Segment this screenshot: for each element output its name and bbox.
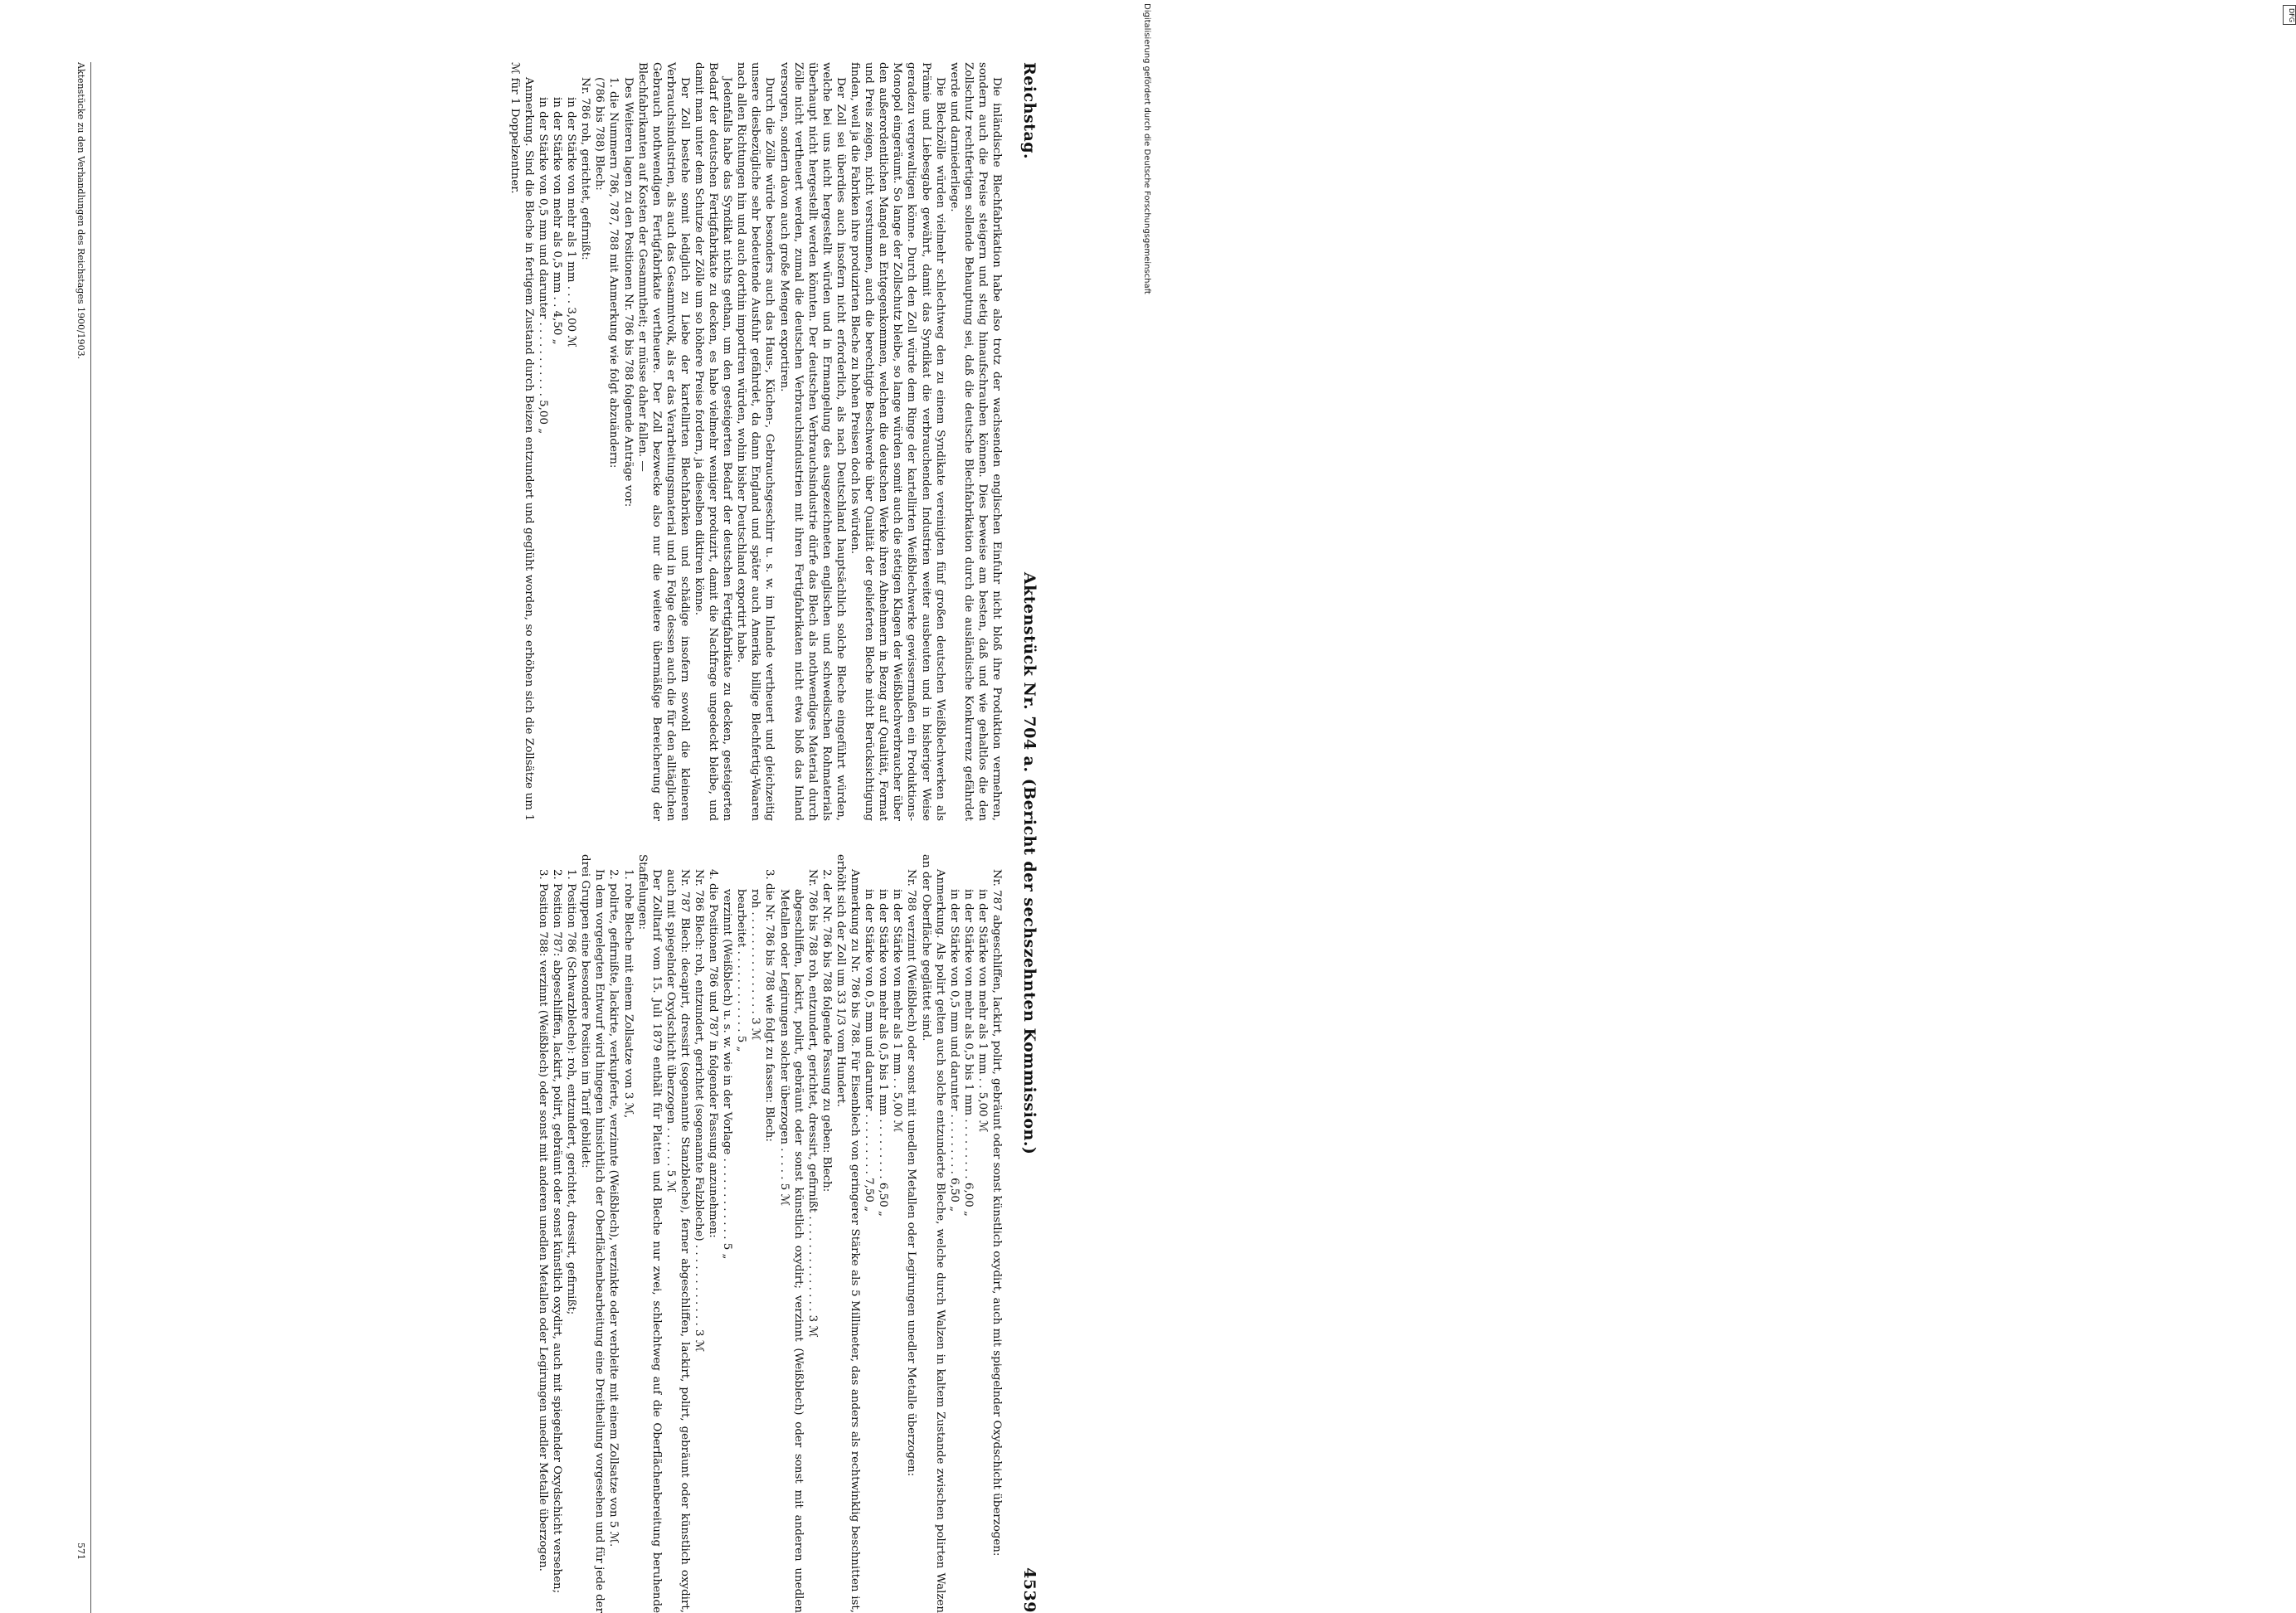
paragraph: 3. die Nr. 786 bis 788 wie folgt zu fassen: Blech: bbox=[763, 869, 776, 1142]
paragraph: Nr. 786 bis 788 roh, entzundert, gerichtet, dressirt, gefirnißt . . . . . . . . . . . . . . 3 ℳ bbox=[805, 869, 819, 1338]
scanned-page bbox=[0, 0, 1039, 1613]
running-header bbox=[1015, 62, 1043, 1613]
paragraph: In dem vorgelegten Entwurf wird hingegen hinsichtlich der Oberflächenbearbeitung eine Dreitheilung vorgesehen und für jede der drei Gruppen eine besondere Position im Tarif gebildet: bbox=[579, 854, 606, 1613]
paragraph: verzinnt (Weißblech) u. s. w. wie in der Vorlage . . . . . . . . . . . . 5 „ bbox=[721, 889, 734, 1260]
rotated-print-area bbox=[17, 0, 1095, 1613]
digitization-note: Digitalisierung gefördert durch die Deutsche Forschungsgemeinschaft bbox=[1142, 3, 1151, 294]
paragraph: Anmerkung. Als polirt gelten auch solche entzunderte Bleche, welche durch Walzen in kaltem Zustande zwischen polirten Walzen an der Oberfläche geglättet sind. bbox=[919, 854, 946, 1613]
paragraph: (786 bis 788) Blech: bbox=[593, 77, 606, 191]
paragraph: 1. Position 786 (Schwarzbleche): roh, entzundert, gerichtet, dressirt, gefirnißt; bbox=[565, 869, 578, 1315]
folio-number: 571 bbox=[75, 1543, 86, 1560]
paragraph: 2. Position 787: abgeschliffen, lackirt, polirt, gebräunt oder sonst künstlich oxydirt, auch mit spiegelnder Oxydschicht versehen; bbox=[551, 869, 564, 1594]
paragraph: Jedenfalls habe das Syndikat nichts gethan, um den gesteigerten Bedarf der deutschen Fertigfabrikate zu decken, gesteigerten Bedarf der deutschen Fertigfabrikate zu decken, es habe vielmehr weniger produzirt, damit die Nachfrage ungedeckt bleibe, und damit man unter dem Schutze der Zölle um so höhere Preise fordern, ja dieselben diktiren könne. bbox=[693, 62, 734, 821]
page-number: 4539 bbox=[1020, 1567, 1039, 1613]
paragraph: Nr. 786 Blech: roh, entzundert, gerichtet (sogenannte Falzbleche) . . . . . . . . . . . . 3 ℳ bbox=[693, 869, 706, 1353]
paragraph: 4. die Positionen 786 und 787 in folgender Fassung anzunehmen: bbox=[707, 869, 720, 1238]
paragraph: in der Stärke von mehr als 0,5 bis 1 mm . . . . . . . . . 6,00 „ bbox=[961, 889, 975, 1217]
paragraph: Anmerkung zu Nr. 786 bis 788. Für Eisenblech von geringerer Stärke als 5 Millimeter, das anders als rechtwinklig beschnitten ist, erhöht sich der Zoll um 33 1/3 vom Hundert. bbox=[834, 854, 862, 1613]
side-strip bbox=[1138, 0, 2295, 829]
paragraph: 1. rohe Bleche mit einem Zollsatze von 3 ℳ, bbox=[621, 869, 635, 1119]
header-title: Aktenstück Nr. 704 a. (Bericht der sechszehnten Kommission.) bbox=[1020, 571, 1039, 1155]
left-column bbox=[100, 62, 1004, 821]
footer-source: Aktenstücke zu den Verhandlungen des Reichstages 1900/1903. bbox=[75, 62, 86, 360]
right-column bbox=[100, 854, 1004, 1613]
paragraph: bearbeitet . . . . . . . . . . . . 5 „ bbox=[735, 889, 748, 1052]
header-left: Reichstag. bbox=[1020, 62, 1039, 160]
paragraph: in der Stärke von 0,5 mm und darunter . . . . . . . . . . . 5,00 „ bbox=[537, 97, 549, 435]
paragraph: 2. polirte, gefirnißte, lackirte, verkupferte, verzinnte (Weißblech), verzinkte oder verbleite mit einem Zollsatze von 5 ℳ. bbox=[607, 869, 620, 1547]
paragraph: Anmerkung. Sind die Bleche in fertigem Zustand durch Beizen entzundert und geglüht worden, so erhöhen sich die Zollsätze um 1 ℳ für 1 Doppelzentner. bbox=[508, 62, 535, 821]
paragraph: Nr. 787 abgeschliffen, lackirt, polirt, gebräunt oder sonst künstlich oxydirt, auch mit spiegelnder Oxydschicht überzogen: bbox=[990, 869, 1003, 1557]
paragraph: Nr. 787 Blech: decapirt, dressirt (sogenannte Stanzbleche), ferner abgeschliffen, lackirt, polirt, gebräunt oder künstlich oxydirt, auch mit spiegelnder Oxydschicht überzogen . . . . . . 5 ℳ bbox=[664, 869, 691, 1613]
footer-rule bbox=[90, 62, 91, 1613]
paragraph: Des Weiteren lagen zu den Positionen Nr. 786 bis 788 folgende Anträge vor: bbox=[621, 77, 635, 508]
paragraph: in der Stärke von 0,5 mm und darunter . . . . . . . . . 6,50 „ bbox=[947, 889, 961, 1212]
paragraph: in der Stärke von 0,5 mm und darunter . . . . . . . . . 7,50 „ bbox=[863, 889, 876, 1212]
dfg-logo: DFG bbox=[2283, 5, 2296, 25]
paragraph: in der Stärke von mehr als 0,5 bis 1 mm . . . . . . . . . 6,50 „ bbox=[877, 889, 890, 1217]
paragraph: Nr. 786 roh, gerichtet, gefirnißt: bbox=[579, 77, 592, 260]
paragraph: Der Zoll sei überdies auch insofern nicht erforderlich, als nach Deutschland hauptsächlich solche Bleche eingeführt würden, welche bei uns nicht hergestellt würden und in Ermangelung des ausgezeichneten englischen und schwedischen Rohmaterials überhaupt nicht hergestellt werden könnten. Der deutschen Verbrauchsindustrie dürfe das Blech als nothwendiges Material durch Zölle nicht vertheuert werden, zumal die deutschen Verbrauchsindustrien mit ihren Fertigfabrikaten nicht etwa bloß das Inland versorgen, sondern davon auch große Mengen exportiren. bbox=[777, 62, 847, 821]
footer bbox=[75, 62, 86, 1613]
paragraph: roh . . . . . . . . . . . . . . . 3 ℳ bbox=[749, 889, 762, 1041]
paragraph: 3. Position 788: verzinnt (Weißblech) oder sonst mit anderen unedlen Metallen oder Legirungen unedler Metalle überzogen. bbox=[537, 869, 549, 1572]
paragraph: Der Zolltarif vom 15. Juli 1879 enthält für Platten und Bleche nur zwei, schlechtweg auf die Oberflächenbereitung beruhende Staffelungen: bbox=[635, 854, 663, 1613]
paragraph: abgeschliffen, lackirt, polirt, gebräunt oder sonst künstlich oxydirt; verzinnt (Weißblech) oder sonst mit anderen unedlen Metallen oder Legirungen solcher überzogen . . . . . 5 ℳ bbox=[777, 889, 805, 1613]
paragraph: 1. die Nummern 786, 787, 788 mit Anmerkung wie folgt abzuändern: bbox=[607, 77, 620, 469]
paragraph: Der Zoll bestehe somit lediglich zu Liebe der kartellirten Blechfabriken und schädige insofern sowohl die kleineren Verbrauchsindustrien, als auch das Gesammtvolk, als er das Verarbeitungsmaterial und in Folge dessen auch die für den alltäglichen Gebrauch nothwendigen Fertigfabrikate vertheuere. Der Zoll bezwecke also nur die weitere übermäßige Bereicherung der Blechfabrikanten auf Kosten der Gesammtheit; er müsse daher fallen. — bbox=[635, 62, 691, 821]
text-columns bbox=[100, 62, 1004, 1613]
paragraph: Die inländische Blechfabrikation habe also trotz der wachsenden englischen Einfuhr nicht bloß ihre Produktion vermehren, sondern auch die Preise steigern und stetig hinaufschrauben können. Dies beweise am besten, daß und wie gehaltlos die den Zollschutz rechtfertigen sollende Behauptung sei, daß die deutsche Blechfabrikation durch die ausländische Konkurrenz gefährdet werde und darniederliege. bbox=[947, 62, 1003, 821]
paragraph: Durch die Zölle würde besonders auch das Haus-, Küchen-, Gebrauchsgeschirr u. s. w. im Inlande vertheuert und gleichzeitig unsere diesbezügliche sehr bedeutende Ausfuhr gefährdet, da dann England und später auch Amerika billige Blechfertig-Waaren nach allen Richtungen hin und auch dorthin importiren würden, wohin bisher Deutschland exportirt habe. bbox=[735, 62, 776, 821]
paragraph: 2. der Nr. 786 bis 788 folgende Fassung zu geben: Blech: bbox=[820, 869, 833, 1193]
paragraph: Die Blechzölle würden vielmehr schlechtweg den zu einem Syndikate vereinigten fünf großen deutschen Weißblechwerken als Prämie und Liebesgabe gewährt, damit das Syndikat die verbrauchenden Industrien weiter ausbeuten und in bisheriger Weise geradezu vergewaltigen könne. Durch den Zoll würde dem Ringe der kartellirten Weißblechwerke gewissermaßen ein Produktions-Monopol eingeräumt. So lange der Zollschutz bleibe, so lange würden somit auch die stetigen Klagen der Weißblechverbraucher über den außerordentlichen Mangel an Entgegenkommen, welchen die deutschen Werke ihren Abnehmern in Bezug auf Qualität, Format und Preis zeigen, nicht verstummen, auch die berechtigte Beschwerde über Qualität der gelieferten Bleche nicht Berücksichtigung finden, weil ja die Fabriken ihre produzirten Bleche zu hohen Preisen doch los würden. bbox=[849, 62, 946, 821]
paragraph: Nr. 788 verzinnt (Weißblech) oder sonst mit unedlen Metallen oder Legirungen unedler Metalle überzogen: bbox=[905, 869, 918, 1477]
paragraph: in der Stärke von mehr als 0,5 mm . . 4,50 „ bbox=[551, 97, 564, 345]
paragraph: in der Stärke von mehr als 1 mm . . 5,00 ℳ bbox=[975, 889, 989, 1133]
paragraph: in der Stärke von mehr als 1 mm . . . 3,00 ℳ bbox=[565, 97, 578, 347]
paragraph: in der Stärke von mehr als 1 mm . . 5,00 ℳ bbox=[891, 889, 904, 1133]
